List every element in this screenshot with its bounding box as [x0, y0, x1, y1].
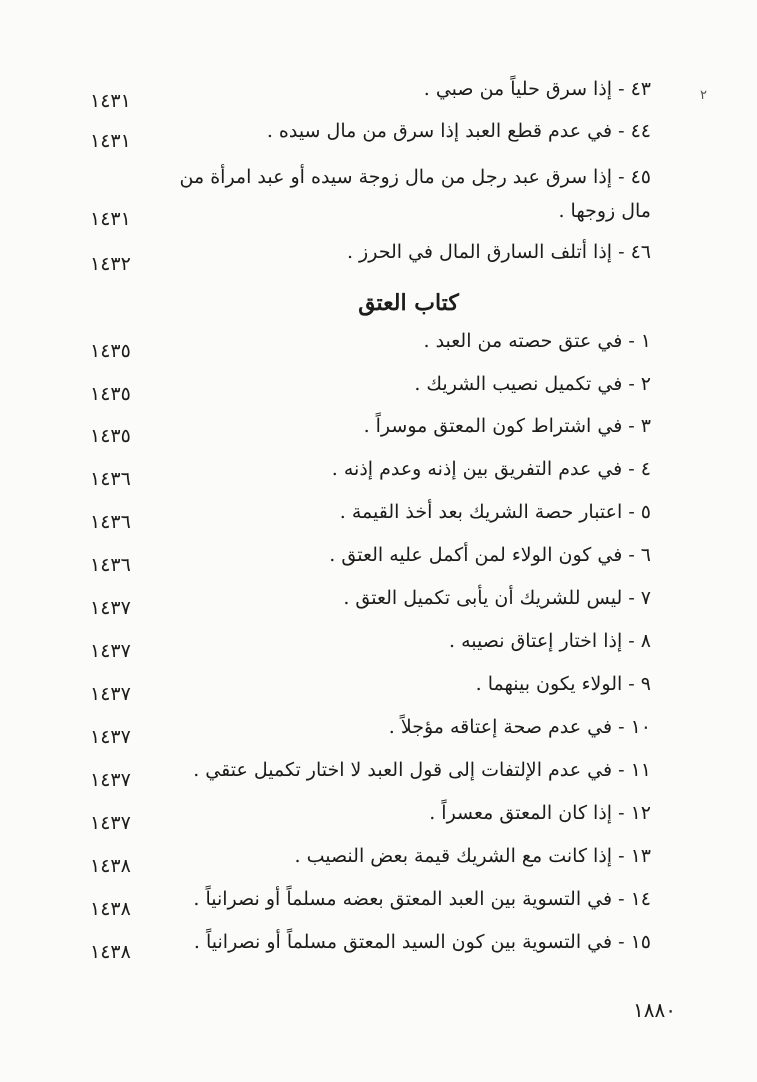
entry-page-number: ١٤٣١ — [90, 208, 131, 230]
entry-page-number: ١٤٣٦ — [90, 468, 131, 490]
entry-title: ٢ - في تكميل نصيب الشريك . — [414, 373, 651, 395]
entry-title: ١٣ - إذا كانت مع الشريك قيمة بعض النصيب . — [294, 845, 651, 867]
margin-mark: ٢ — [700, 88, 707, 103]
entry-page-number: ١٤٣٧ — [90, 769, 131, 791]
entry-page-number: ١٤٣١ — [90, 90, 131, 112]
entry-page-number: ١٤٣٧ — [90, 812, 131, 834]
entry-title: ١٢ - إذا كان المعتق معسراً . — [429, 802, 651, 824]
entry-page-number: ١٤٣٧ — [90, 597, 131, 619]
entry-title: ١ - في عتق حصته من العبد . — [423, 330, 651, 352]
entry-title: ١٠ - في عدم صحة إعتاقه مؤجلاً . — [388, 716, 651, 738]
entry-page-number: ١٤٣٧ — [90, 683, 131, 705]
entry-page-number: ١٤٣٨ — [90, 941, 131, 963]
entry-title: ٤٦ - إذا أتلف السارق المال في الحرز . — [346, 241, 651, 263]
entry-title: ٥ - اعتبار حصة الشريك بعد أخذ القيمة . — [339, 501, 651, 523]
entry-page-number: ١٤٣٥ — [90, 340, 131, 362]
entry-title: ٤ - في عدم التفريق بين إذنه وعدم إذنه . — [331, 458, 651, 480]
entry-title: ٣ - في اشتراط كون المعتق موسراً . — [363, 415, 651, 437]
entry-page-number: ١٤٣١ — [90, 130, 131, 152]
entry-page-number: ١٤٣٥ — [90, 425, 131, 447]
entry-page-number: ١٤٣٥ — [90, 383, 131, 405]
entry-page-number: ١٤٣٢ — [90, 253, 131, 275]
entry-title: ٩ - الولاء يكون بينهما . — [475, 673, 651, 695]
section-heading: كتاب العتق — [358, 290, 459, 316]
entry-title: ٧ - ليس للشريك أن يأبى تكميل العتق . — [343, 587, 651, 609]
entry-title: ٤٥ - إذا سرق عبد رجل من مال زوجة سيده أو عبد امرأة من مال زوجها . — [179, 166, 651, 222]
entry-title: ٤٤ - في عدم قطع العبد إذا سرق من مال سيده . — [266, 120, 651, 142]
page-folio: ١٨٨٠ — [633, 998, 676, 1022]
entry-title: ١٥ - في التسوية بين كون السيد المعتق مسلماً أو نصرانياً . — [193, 931, 651, 953]
entry-page-number: ١٤٣٧ — [90, 640, 131, 662]
entry-title: ٤٣ - إذا سرق حلياً من صبي . — [423, 78, 651, 100]
entry-page-number: ١٤٣٦ — [90, 511, 131, 533]
entry-page-number: ١٤٣٨ — [90, 898, 131, 920]
entry-page-number: ١٤٣٨ — [90, 855, 131, 877]
entry-page-number: ١٤٣٦ — [90, 554, 131, 576]
entry-title: ٨ - إذا اختار إعتاق نصيبه . — [449, 630, 651, 652]
entry-title: ١٤ - في التسوية بين العبد المعتق بعضه مسلماً أو نصرانياً . — [193, 888, 651, 910]
entry-title: ٦ - في كون الولاء لمن أكمل عليه العتق . — [329, 544, 651, 566]
entry-title: ١١ - في عدم الإلتفات إلى قول العبد لا اختار تكميل عتقي . — [193, 759, 651, 781]
entry-page-number: ١٤٣٧ — [90, 726, 131, 748]
